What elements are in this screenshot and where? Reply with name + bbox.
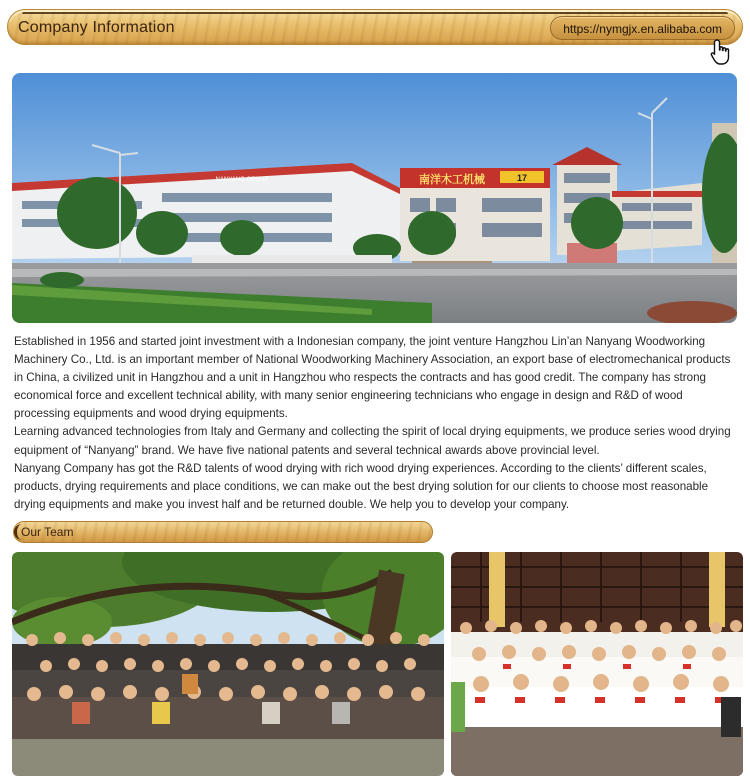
section-title: Our Team — [21, 525, 74, 539]
description-paragraph: Nanyang Company has got the R&D talents of wood drying with rich wood drying experiences. According to the clients’ different scales, products, drying requirements and place conditions, we can make out the best drying solution for our clients to choose most reasonable drying equipments and make you invest half and be returned double. We help you to develop your company. — [14, 461, 709, 511]
banner-sign: 17 — [516, 173, 528, 183]
hand-cursor-icon — [709, 38, 735, 66]
our-team-header — [13, 521, 433, 543]
description-paragraph: Learning advanced technologies from Italy and Germany and collecting the spirit of local drying equipments, we produce series wood drying equipment of “Nanyang” brand. We have five national patents and several technical awards above provincial level. — [14, 425, 731, 457]
team-photo-indoor — [451, 552, 743, 776]
page-title: Company Information — [18, 19, 175, 36]
description-paragraph: Established in 1956 and started joint investment with a Indonesian company, the joint venture Hangzhou Lin’an Nanyang Woodworking Machinery Co., Ltd. is an important member of National Woodworking Machinery Association, an export base of electromechanical products in China, a civilized unit in Hangzhou and a unit in Hangzhou who respects the contracts and has good credit. The company has strong economical force and excellent technical ability, with many senior engineering technicians who engage in design and R&D of wood processing equipments and wood drying equipments. — [14, 335, 731, 421]
factory-photo — [12, 73, 737, 323]
main-building-sign: 南洋木工机械 — [419, 173, 485, 186]
company-info-header — [7, 9, 743, 45]
store-url-link[interactable]: https://nymgjx.en.alibaba.com — [550, 16, 735, 40]
team-photo-outdoor — [12, 552, 444, 776]
building-sign-left: NANYANG GROUP — [215, 177, 269, 183]
company-description — [14, 333, 740, 514]
